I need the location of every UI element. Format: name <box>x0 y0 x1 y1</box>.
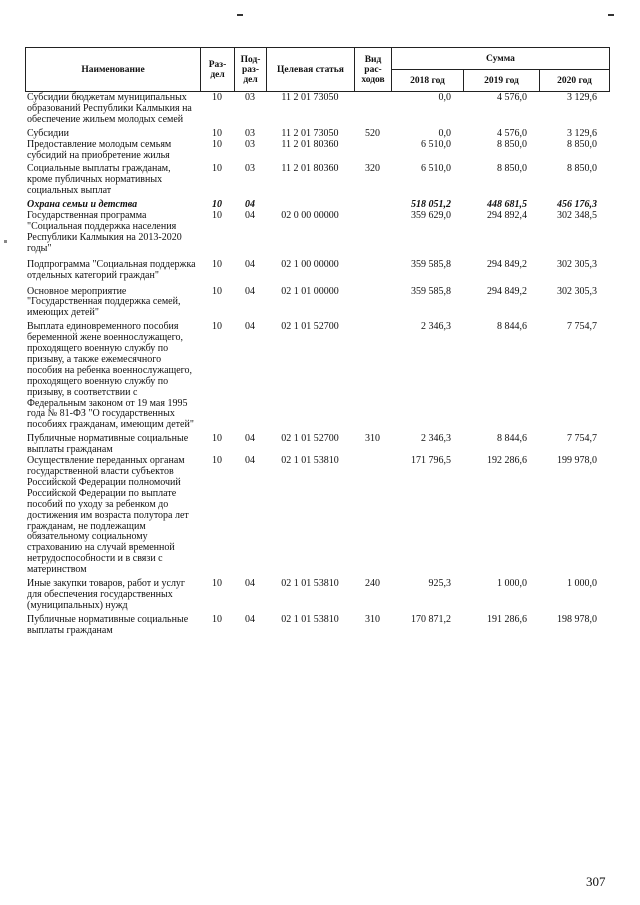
row-name: Государственная программа "Социальная поддержка населения Республики Калмыкия на 2013-2020 годы" <box>27 210 182 254</box>
row-2018: 6 510,0 <box>421 163 451 175</box>
row-razdel: 10 <box>212 321 222 333</box>
table-row <box>25 93 609 126</box>
row-2018: 171 796,5 <box>411 455 451 467</box>
table-row <box>25 576 609 612</box>
row-razdel: 10 <box>212 163 222 175</box>
row-2019: 1 000,0 <box>497 578 527 590</box>
header-statya: Целевая статья <box>267 48 355 92</box>
header-podrazdel: Под-раз-дел <box>235 48 267 92</box>
row-razdel: 10 <box>212 127 222 139</box>
row-podrazdel: 03 <box>245 138 255 150</box>
row-2018: 359 585,8 <box>411 285 451 297</box>
row-razdel: 10 <box>212 455 222 467</box>
table-row <box>25 197 609 211</box>
row-podrazdel: 04 <box>245 433 255 445</box>
row-razdel: 10 <box>212 613 222 625</box>
row-razdel: 10 <box>212 285 222 297</box>
row-2020: 199 978,0 <box>557 455 597 467</box>
row-2019: 4 576,0 <box>497 127 527 139</box>
header-summa: Сумма <box>392 48 610 70</box>
row-statya: 02 0 00 00000 <box>281 210 339 222</box>
row-2019: 8 850,0 <box>497 138 527 150</box>
row-2020: 1 000,0 <box>567 578 597 590</box>
row-razdel: 10 <box>212 433 222 445</box>
row-name: Основное мероприятие "Государственная поддержка семей, имеющих детей" <box>27 285 181 319</box>
row-name: Иные закупки товаров, работ и услуг для обеспечения государственных (муниципальных) нужд <box>27 578 186 611</box>
row-2020: 7 754,7 <box>567 433 597 445</box>
row-podrazdel: 04 <box>245 199 255 211</box>
row-vid <box>354 140 391 162</box>
row-vid <box>354 211 391 255</box>
row-razdel: 10 <box>212 210 222 222</box>
row-name: Публичные нормативные социальные выплаты гражданам <box>27 613 189 636</box>
row-statya: 02 1 01 53810 <box>281 578 339 590</box>
row-podrazdel: 04 <box>245 258 255 270</box>
table-row <box>25 255 609 282</box>
row-2020: 302 305,3 <box>557 285 597 297</box>
row-statya <box>266 197 354 211</box>
row-statya: 02 1 01 53810 <box>281 455 339 467</box>
row-razdel: 10 <box>212 258 222 270</box>
row-2018: 359 585,8 <box>411 258 451 270</box>
header-razdel: Раз-дел <box>201 48 235 92</box>
row-podrazdel: 04 <box>245 578 255 590</box>
header-year: 2018 год <box>392 70 464 92</box>
table-row <box>25 282 609 320</box>
row-vid <box>354 197 391 211</box>
row-2018: 2 346,3 <box>421 321 451 333</box>
row-2020: 7 754,7 <box>567 321 597 333</box>
row-name: Социальные выплаты гражданам, кроме публичных нормативных социальных выплат <box>27 163 171 197</box>
row-2020: 198 978,0 <box>557 613 597 625</box>
table-row <box>25 140 609 162</box>
row-statya: 11 2 01 73050 <box>281 127 339 139</box>
row-podrazdel: 03 <box>245 163 255 175</box>
row-2020: 3 129,6 <box>567 92 597 103</box>
row-name: Выплата единовременного пособия беременной жене военнослужащего, проходящего военную службу по призыву, а также ежемесячного пособия на ребенка военнослужащего, проходящего военную службу по призыву, в соответствии с Федеральным законом от 19 мая 1995 года № 81-ФЗ "О государственных пособиях гражданам, имеющим детей" <box>27 321 194 431</box>
row-statya: 11 2 01 80360 <box>281 163 339 175</box>
table-row <box>25 431 609 456</box>
row-2020: 302 348,5 <box>557 210 597 222</box>
header-year: 2020 год <box>540 70 610 92</box>
table-header <box>25 47 610 92</box>
row-razdel: 10 <box>212 199 222 211</box>
row-2020: 302 305,3 <box>557 258 597 270</box>
header-vid: Вид рас-ходов <box>355 48 392 92</box>
row-name: Осуществление переданных органам государственной власти субъектов Российской Федерации полномочий Российской Федерации по выплате пособий по уходу за ребенком до достижения им возраста полутора лет гражданам, не подлежащим обязательному социальному страхованию на случай временной нетрудоспособности и в связи с материнством <box>27 455 189 576</box>
budget-table <box>25 93 609 637</box>
row-statya: 11 2 01 73050 <box>281 92 339 103</box>
row-2019: 294 849,2 <box>487 285 527 297</box>
table-row <box>25 456 609 576</box>
row-2018: 0,0 <box>438 92 451 103</box>
row-podrazdel: 04 <box>245 455 255 467</box>
row-2019: 448 681,5 <box>487 199 527 211</box>
table-row <box>25 211 609 255</box>
row-vid <box>354 282 391 320</box>
row-statya: 02 1 01 52700 <box>281 433 339 445</box>
row-2020: 456 176,3 <box>557 199 597 211</box>
row-2019: 192 286,6 <box>487 455 527 467</box>
scan-mark <box>4 240 7 243</box>
page-number: 307 <box>586 874 606 889</box>
row-2018: 170 871,2 <box>411 613 451 625</box>
row-podrazdel: 04 <box>245 210 255 222</box>
row-2018: 925,3 <box>428 578 451 590</box>
row-2019: 294 892,4 <box>487 210 527 222</box>
row-2019: 294 849,2 <box>487 258 527 270</box>
row-vid: 240 <box>365 578 380 590</box>
row-vid: 310 <box>365 433 380 445</box>
row-statya: 11 2 01 80360 <box>281 138 339 150</box>
row-razdel: 10 <box>212 138 222 150</box>
row-2020: 3 129,6 <box>567 127 597 139</box>
row-razdel: 10 <box>212 92 222 103</box>
row-razdel: 10 <box>212 578 222 590</box>
table-row <box>25 126 609 140</box>
row-2019: 8 844,6 <box>497 321 527 333</box>
row-podrazdel: 04 <box>245 321 255 333</box>
row-name: Охрана семьи и детства <box>27 199 138 211</box>
row-vid: 320 <box>365 163 380 175</box>
row-statya: 02 1 01 52700 <box>281 321 339 333</box>
header-name: Наименование <box>26 48 201 92</box>
scan-mark <box>237 14 243 16</box>
row-podrazdel: 03 <box>245 127 255 139</box>
row-2018: 0,0 <box>438 127 451 139</box>
row-statya: 02 1 01 53810 <box>281 613 339 625</box>
row-podrazdel: 03 <box>245 92 255 103</box>
row-podrazdel: 04 <box>245 285 255 297</box>
row-name: Подпрограмма "Социальная поддержка отдельных категорий граждан" <box>27 258 196 281</box>
row-name: Субсидии <box>27 127 69 139</box>
row-2018: 359 629,0 <box>411 210 451 222</box>
table-row <box>25 319 609 431</box>
row-vid <box>354 319 391 431</box>
row-vid <box>354 456 391 576</box>
row-vid: 310 <box>365 613 380 625</box>
row-2018: 518 051,2 <box>411 199 451 211</box>
row-statya: 02 1 01 00000 <box>281 285 339 297</box>
row-2018: 6 510,0 <box>421 138 451 150</box>
row-2018: 2 346,3 <box>421 433 451 445</box>
row-name: Предоставление молодым семьям субсидий на приобретение жилья <box>27 138 172 161</box>
row-2019: 8 844,6 <box>497 433 527 445</box>
row-vid <box>354 93 391 126</box>
row-podrazdel: 04 <box>245 613 255 625</box>
row-2019: 191 286,6 <box>487 613 527 625</box>
row-2020: 8 850,0 <box>567 138 597 150</box>
row-2020: 8 850,0 <box>567 163 597 175</box>
row-2019: 4 576,0 <box>497 92 527 103</box>
row-2019: 8 850,0 <box>497 163 527 175</box>
table-row <box>25 612 609 637</box>
row-statya: 02 1 00 00000 <box>281 258 339 270</box>
header-year: 2019 год <box>464 70 540 92</box>
row-name: Публичные нормативные социальные выплаты гражданам <box>27 433 189 456</box>
row-vid: 520 <box>365 127 380 139</box>
row-vid <box>354 255 391 282</box>
row-name: Субсидии бюджетам муниципальных образований Республики Калмыкия на обеспечение жильем молодых семей <box>27 92 192 125</box>
table-row <box>25 161 609 197</box>
scan-mark <box>608 14 614 16</box>
